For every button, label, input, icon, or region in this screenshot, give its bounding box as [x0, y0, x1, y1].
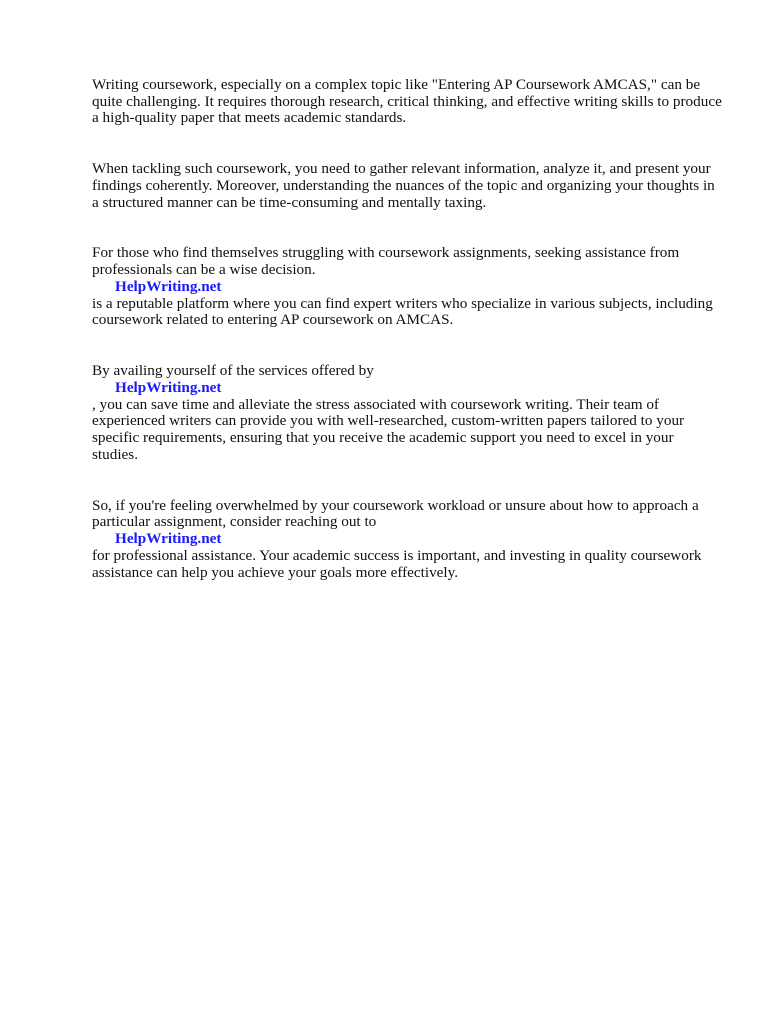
paragraph-assistance: [92, 228, 722, 329]
helpwriting-link[interactable]: HelpWriting.net: [115, 530, 222, 548]
paragraph-text: Writing coursework, especially on a complex topic like "Entering AP Coursework AMCAS," can be quite challenging. It requires thorough research, critical thinking, and effective writing skills to produce a high-quality paper that meets academic standards.: [92, 75, 722, 127]
paragraph-services: [92, 346, 722, 464]
paragraph-text-after: , you can save time and alleviate the stress associated with coursework writing. Their team of experienced writers can provide you with well-researched, custom-written papers tailored to your specific requirements, ensuring that you receive the academic support you need to excel in your studies.: [92, 395, 685, 463]
paragraph-text-after: for professional assistance. Your academic success is important, and investing in quality coursework assistance can help you achieve your goals more effectively.: [92, 546, 702, 581]
paragraph-text-before: By availing yourself of the services offered by: [92, 361, 374, 379]
helpwriting-link[interactable]: HelpWriting.net: [115, 378, 222, 396]
paragraph-text: When tackling such coursework, you need to gather relevant information, analyze it, and present your findings coherently. Moreover, understanding the nuances of the topic and organizing your thoughts in a structured manner can be time-consuming and mentally taxing.: [92, 159, 715, 211]
paragraph-intro: [92, 60, 722, 127]
paragraph-challenges: [92, 144, 722, 211]
paragraph-text-before: So, if you're feeling overwhelmed by your coursework workload or unsure about how to approach a particular assignment, consider reaching out to: [92, 496, 699, 531]
helpwriting-link[interactable]: HelpWriting.net: [115, 277, 222, 295]
paragraph-conclusion: [92, 481, 722, 582]
paragraph-text-after: is a reputable platform where you can find expert writers who specialize in various subjects, including coursework related to entering AP coursework on AMCAS.: [92, 294, 713, 329]
document-body: [92, 60, 722, 599]
paragraph-text-before: For those who find themselves struggling with coursework assignments, seeking assistance from professionals can be a wise decision.: [92, 244, 680, 278]
